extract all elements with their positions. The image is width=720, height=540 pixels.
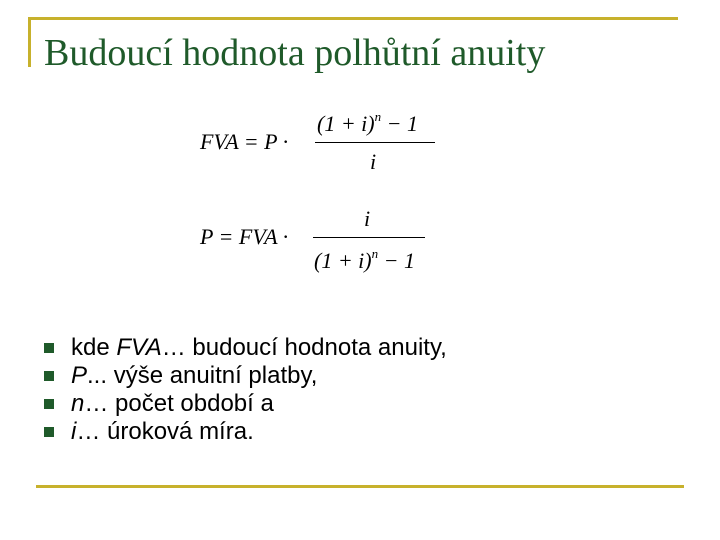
list-item: [44, 362, 604, 390]
definition-list: [44, 334, 604, 446]
list-item-term: P: [71, 362, 88, 389]
formula-fva-fraction-bar: [315, 142, 435, 143]
bullet-square-icon: [44, 371, 54, 381]
formula-p-denominator: [314, 246, 415, 276]
list-item-term: FVA: [116, 334, 162, 361]
formula-fva-num-exponent: n: [374, 109, 382, 124]
bullet-square-icon: [44, 399, 54, 409]
list-item-term: n: [71, 390, 85, 417]
formula-fva-num-minus: − 1: [381, 111, 418, 136]
formula-p-den-minus: − 1: [378, 248, 415, 273]
slide-title: Budoucí hodnota polhůtní anuity: [44, 32, 546, 74]
list-item-term: i: [71, 418, 77, 445]
list-item-description: … budoucí hodnota anuity,: [161, 334, 447, 361]
frame-left-rule: [28, 17, 31, 67]
list-item: [44, 334, 604, 362]
formula-fva: [200, 108, 440, 180]
list-item-text: [71, 362, 317, 390]
formula-p-numerator: i: [364, 206, 371, 231]
bullet-square-icon: [44, 343, 54, 353]
list-item: [44, 418, 604, 446]
formula-p-lhs: P = FVA ·: [200, 224, 289, 249]
list-item-text: [71, 390, 274, 418]
list-item-description: … úroková míra.: [76, 418, 254, 445]
formula-fva-lhs: FVA = P ·: [200, 129, 289, 154]
bullet-square-icon: [44, 427, 54, 437]
frame-top-rule: [28, 17, 678, 20]
list-item-text: [71, 418, 254, 446]
list-item-prefix: kde: [71, 334, 117, 361]
formula-fva-denominator: i: [370, 149, 377, 174]
list-item-text: [71, 334, 447, 362]
formula-p: [200, 205, 440, 277]
formula-p-fraction-bar: [313, 237, 425, 238]
formula-p-den-base: (1 + i): [314, 248, 372, 273]
frame-bottom-rule: [36, 485, 684, 488]
list-item: [44, 390, 604, 418]
formula-p-den-exponent: n: [371, 246, 379, 261]
list-item-description: … počet období a: [84, 390, 274, 417]
formula-fva-numerator: [317, 109, 418, 139]
formula-fva-num-base: (1 + i): [317, 111, 375, 136]
list-item-description: ... výše anuitní platby,: [87, 362, 318, 389]
